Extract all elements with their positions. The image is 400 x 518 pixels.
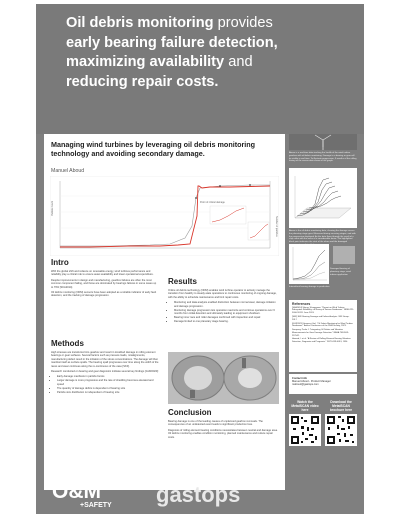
damage-progression-chart [50, 176, 279, 256]
references-box [289, 300, 357, 372]
reference-item: [SKA2014] Sheng, Shuangwen. "Report on Wind Turbine Subsystem Reliability - A Survey of Various Databases." NREL/PR-5000-59111. June 2013. [292, 306, 354, 315]
qr-brochure-label: Download the MetalSCAN brochure here [329, 400, 353, 412]
main-title: Managing wind turbines by leveraging oil debris monitoring technology and avoiding secondary damage. [51, 140, 256, 158]
chart-label-left: Particle Count [51, 200, 54, 216]
list-item: • Monitoring damage progression lets operation maximize and continue operations over 6 months from initial detection and ultimately leading to equipment shutdown. [174, 309, 279, 316]
headline-line-4: reducing repair costs. [66, 73, 219, 90]
main-panel [44, 134, 285, 490]
svg-text:O&M: O&M [52, 480, 101, 503]
intro-paragraph: Despite improvements in design and manufacturing, gearbox failures are often the most common component failing, and those are dominated by bearings failures in some cases up to 76% [SKA2014]. [51, 278, 157, 289]
methods-paragraph: High stresses are transferred into gearbox and result in localized damage in rolling element bearings or gear surfaces. Several factors such as pressure loads, misalignments, manufacturing defect result in the initiation of the stress concentrations. The damage will then manifest itself as surface spalls. The bearing spall progresses over time along the width of the races and wear continues along the re-continuous of the case [SKF]. [51, 351, 159, 368]
right-column [289, 134, 357, 490]
contact-box [289, 374, 357, 394]
list-item: • Bearing inner race and roller damages confirmed with inspection and repair. [174, 316, 279, 319]
intro-paragraph: With the global shift and reliance on renewable energy, wind turbines performance and reliability play a critical role to ensure asset availability and lower operational expenditure. [51, 270, 154, 277]
headline-line-3: maximizing availability and [66, 54, 253, 70]
methods-title: Methods [51, 339, 84, 348]
author: Manuel Aboud [51, 168, 85, 174]
methods-paragraph: Research conducted on bearing and gear diagnostic indicate several key findings [GUR2023]: [51, 370, 159, 374]
reference-item: [GUR2023] Gurgenci, Hal. "Oil Debris Monitoring for Wind Turbine Gearboxes." Annual Conference of the PHM Society, 2023. [292, 322, 353, 328]
svg-text:gastops: gastops [156, 482, 241, 507]
intro-paragraph: Oil debris monitoring (ODM) sensors have been adopted as a reliable indicator of early fault detection, and the tracking of damage progression. [51, 291, 157, 298]
list-item: • Monitoring and data analysis enabled distinction between normal wear, damage initiation and damage progression. [174, 301, 279, 308]
conclusion-body [168, 420, 279, 441]
reference-item: [SKF] SKF Bearing Damage and Failure Analysis. SKF Group. 2017. [292, 316, 350, 321]
sensor-foot-caption: Intermittent bearing damage in production [289, 286, 330, 288]
results-body [168, 289, 279, 324]
chart-label-right: Number of particles [275, 216, 278, 237]
turbine-caption: Above is a real-time data tracking the health of the wind turbine gearbox with oil debris monitoring. Damage to a bearing or gear will be visible in real time. To illustrate progression, 3 months of the rolling history of the sensor data shown in the graph. [289, 152, 357, 163]
qr-video-block[interactable] [289, 400, 321, 446]
sensor-caption: Damaged bearing of planetary stage, wind turbine application [330, 268, 351, 276]
list-item: • The quantity of damage debris is dependent of bearing size [57, 387, 159, 390]
conclusion-paragraph: Diagnosis of rolling element bearing conditions necessitates between neutral and damage area. Oil debris monitoring enables condition monitoring, planned maintenance and reduce repair costs. [168, 428, 278, 439]
svg-text:+SAFETY: +SAFETY [80, 502, 112, 509]
headline-banner [36, 4, 364, 134]
bearing-inspection-photo [168, 352, 279, 404]
damaged-bearing-photo [333, 246, 355, 264]
headline-line-1: Oil debris monitoring provides [66, 15, 273, 31]
list-item: • Early damage manifests in particle bursts [57, 375, 159, 378]
gastops-logo [154, 482, 274, 508]
graph-caption: Above is the oil debris monitoring data, showing the damage across the planetary stage gear. Measured during recurring stages, and with the progression displayed. As the data flows through the result of a chip count with the mass of a considerable factor. The highlighted block point indicates the start of the alarm and the damaged [289, 230, 356, 244]
conclusion-title: Conclusion [168, 408, 212, 417]
headline-line-2: early bearing failure detection, [66, 34, 278, 51]
qr-brochure-block[interactable] [325, 400, 357, 446]
results-paragraph: Online oil debris technology (ODM) enables wind turbine operator to actively manage the transition from healthy to steady-state operations to continuous monitoring of ongoing damage, with the ability to schedule maintenance and limit repair costs. [168, 289, 277, 299]
list-item: • Larger damage is more progressive and the rate of shedding becomes elevated and speed [57, 379, 159, 386]
reference-item: Howard, I. et al. "A Review of Rolling Element Bearing Vibration: Detection, Diagnosis and Prognosis." DSTO-RR-0013, 1994. [292, 338, 352, 344]
footer-logos [36, 470, 364, 514]
oil-debris-3d-graph [289, 168, 357, 228]
qr-code-icon[interactable] [325, 414, 357, 446]
results-title: Results [168, 277, 197, 286]
intro-body [51, 270, 159, 300]
contact-email[interactable]: maboud@gastops.com [292, 383, 319, 387]
intro-title: Intro [51, 258, 69, 267]
wind-turbine-image [289, 134, 357, 150]
methods-list [51, 375, 159, 394]
conclusion-paragraph: Bearing damage is one of the leading causes of unplanned gearbox removals. The consequences of an undetected event leads to significant production loss. [168, 420, 263, 427]
contact-title: Contact info [292, 377, 308, 380]
list-item: • Particle size distribution is independent of bearing size [57, 391, 159, 394]
qr-code-icon[interactable] [289, 414, 321, 446]
results-list [168, 301, 279, 323]
chart-note: Point of critical damage [200, 201, 225, 204]
references-title: References [292, 302, 311, 306]
qr-video-label: Watch the MetalSCAN video here [291, 400, 319, 412]
contact-name: Manuel Aboud - Product Manager [292, 380, 331, 384]
list-item: • Damage limited to one planetary stage bearing. [174, 320, 279, 323]
poster [36, 4, 364, 514]
om-safety-logo [50, 476, 120, 510]
methods-body [51, 351, 159, 394]
reference-item: Dempsey, Paula J. "Integrating Oil Debris and Vibration Measurements for Gear Damage Detection." NASA TM-2003-212542. [292, 329, 349, 337]
sensor-data-graph [289, 244, 329, 284]
